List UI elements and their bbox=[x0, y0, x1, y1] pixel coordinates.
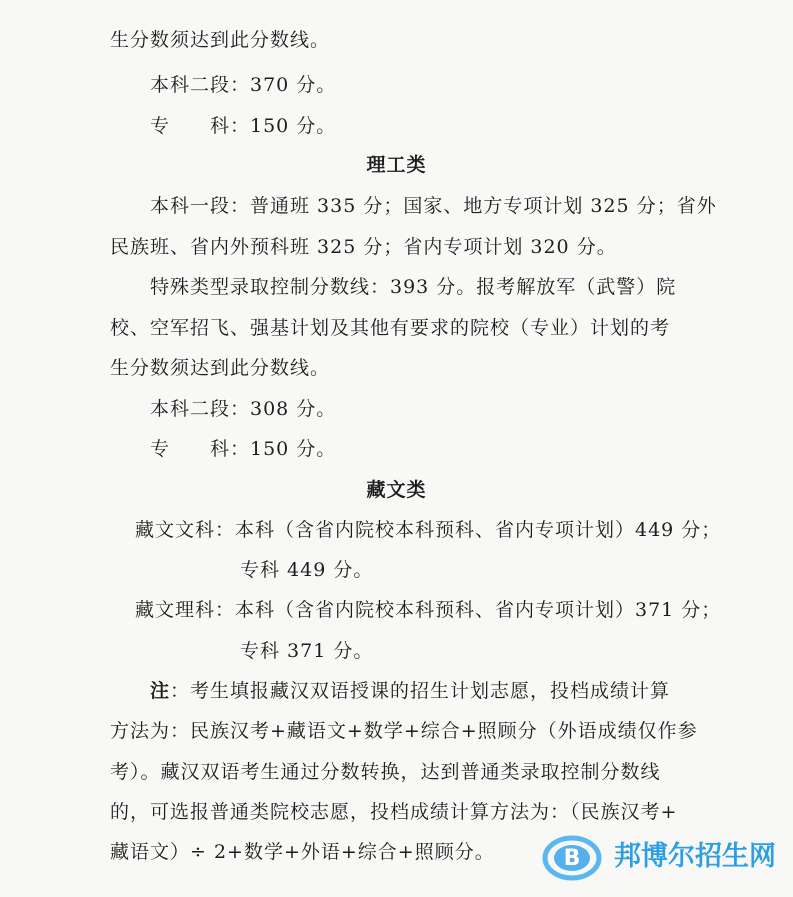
note-line bbox=[150, 678, 670, 704]
note-text: ：考生填报藏汉双语授课的招生计划志愿，投档成绩计算 bbox=[170, 680, 671, 702]
text-line: 专 科：150 分。 bbox=[150, 115, 337, 137]
note-line: 藏语文）÷ 2+数学+外语+综合+照顾分。 bbox=[110, 841, 495, 863]
watermark bbox=[540, 826, 790, 888]
text-line: 生分数须达到此分数线。 bbox=[110, 357, 331, 379]
text-line: 专 科：150 分。 bbox=[150, 438, 337, 460]
note-line: 考）。藏汉双语考生通过分数转换，达到普通类录取控制分数线 bbox=[110, 761, 661, 783]
text-line: 藏文文科：本科（含省内院校本科预科、省内专项计划）449 分； bbox=[135, 519, 722, 541]
text-line: 特殊类型录取控制分数线：393 分。报考解放军（武警）院 bbox=[150, 276, 677, 298]
section-heading-science: 理工类 bbox=[366, 154, 427, 176]
watermark-logo-icon bbox=[542, 832, 610, 882]
text-line: 藏文理科：本科（含省内院校本科预科、省内专项计划）371 分； bbox=[135, 599, 722, 621]
text-line: 专科 371 分。 bbox=[240, 640, 374, 662]
text-line: 生分数须达到此分数线。 bbox=[110, 29, 331, 51]
section-heading-tibetan: 藏文类 bbox=[366, 479, 427, 501]
text-line: 校、空军招飞、强基计划及其他有要求的院校（专业）计划的考 bbox=[110, 317, 671, 339]
note-line: 的，可选报普通类院校志愿，投档成绩计算方法为：（民族汉考+ bbox=[110, 801, 678, 823]
text-line: 本科一段：普通班 335 分；国家、地方专项计划 325 分；省外 bbox=[150, 195, 717, 217]
text-line: 民族班、省内外预科班 325 分；省内专项计划 320 分。 bbox=[110, 236, 617, 258]
text-line: 本科二段：308 分。 bbox=[150, 398, 337, 420]
text-line: 专科 449 分。 bbox=[240, 559, 374, 581]
svg-text:B: B bbox=[563, 846, 581, 871]
text-line: 本科二段：370 分。 bbox=[150, 74, 337, 96]
watermark-text: 邦博尔招生网 bbox=[614, 841, 776, 872]
note-line: 方法为：民族汉考+藏语文+数学+综合+照顾分（外语成绩仅作参 bbox=[110, 720, 698, 742]
note-label: 注 bbox=[150, 680, 171, 702]
